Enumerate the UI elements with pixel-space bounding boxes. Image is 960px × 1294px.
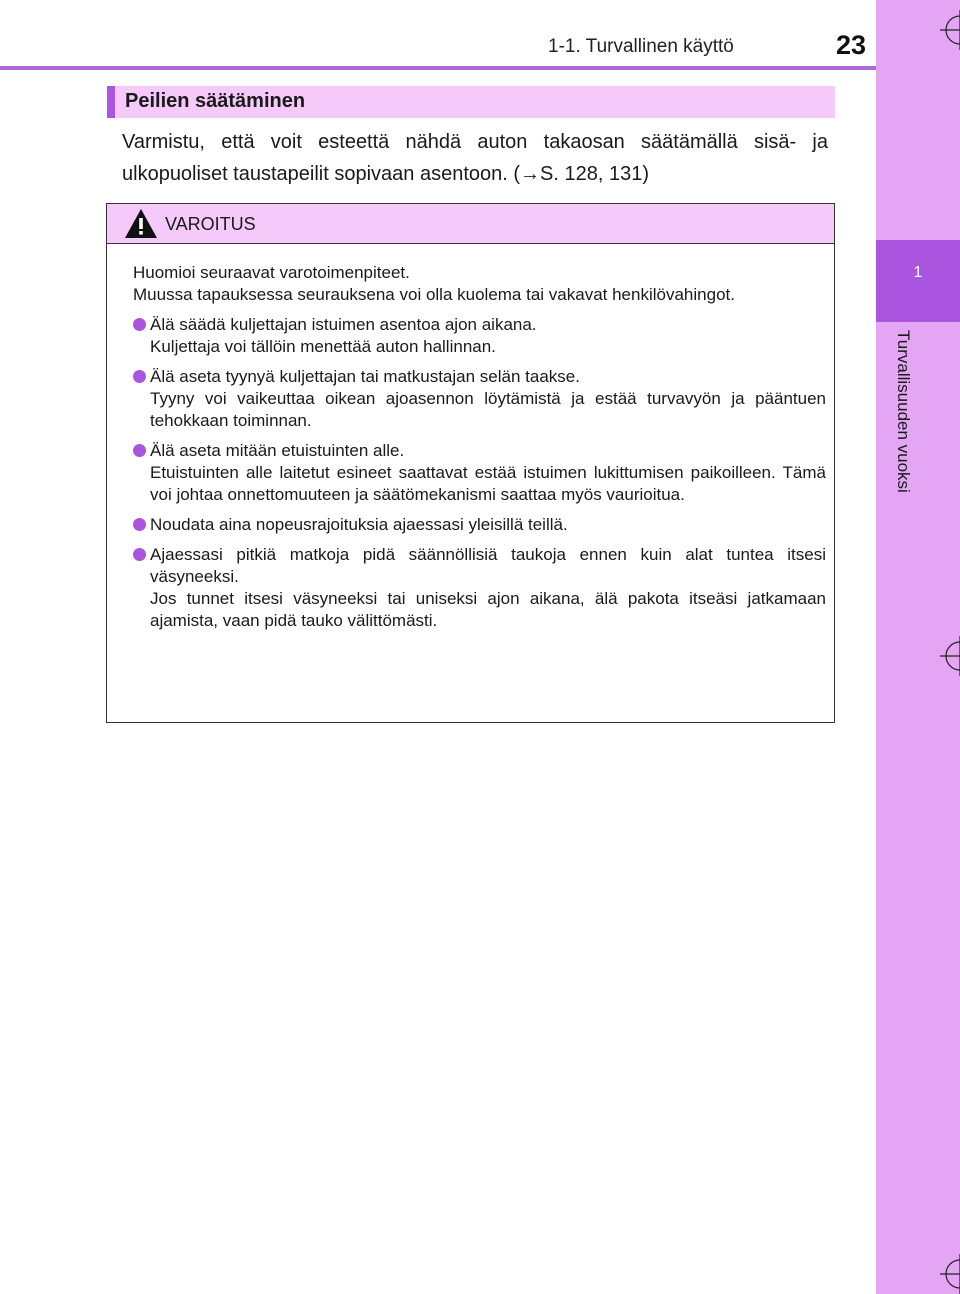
section-heading: Peilien säätäminen — [125, 90, 306, 112]
warning-body — [133, 262, 826, 632]
warning-triangle-icon — [124, 208, 158, 240]
bullet-line: Etuistuinten alle laitetut esineet saattavat estää istuimen lukittumisen paikoilleen. Tämä voi johtaa onnettomuuteen ja säätömekanismi saattaa myös vaurioitua. — [150, 463, 826, 504]
registration-mark-icon — [936, 10, 960, 50]
bullet-dot-icon — [133, 548, 146, 561]
chapter-number: 1 — [913, 264, 923, 281]
warning-intro-line: Muussa tapauksessa seurauksena voi olla kuolema tai vakavat henkilövahingot. — [133, 285, 735, 304]
bullet-line: Älä aseta mitään etuistuinten alle. — [150, 441, 405, 460]
bullet-line: Noudata aina nopeusrajoituksia ajaessasi yleisillä teillä. — [150, 515, 568, 534]
chapter-box — [876, 240, 960, 322]
warning-bullet — [133, 366, 826, 432]
warning-label: VAROITUS — [165, 214, 256, 234]
warning-box — [106, 203, 835, 723]
bullet-line: Ajaessasi pitkiä matkoja pidä säännöllisiä taukoja ennen kuin alat tuntea itsesi väsyneeksi. — [150, 545, 826, 586]
bullet-dot-icon — [133, 518, 146, 531]
bullet-line: Älä aseta tyynyä kuljettajan tai matkustajan selän taakse. — [150, 367, 580, 386]
header-rule — [0, 66, 876, 70]
bullet-line: Jos tunnet itsesi väsyneeksi tai uniseksi ajon aikana, älä pakota itseäsi jatkamaan ajamista, vaan pidä tauko välittömästi. — [150, 589, 826, 630]
warning-bullet — [133, 314, 826, 358]
registration-mark-icon — [936, 1254, 960, 1294]
warning-intro — [133, 262, 826, 306]
section-heading-bar — [107, 86, 835, 118]
warning-header — [107, 204, 834, 244]
warning-bullet — [133, 514, 826, 536]
warning-bullet — [133, 440, 826, 506]
bullet-line: Tyyny voi vaikeuttaa oikean ajoasennon löytämistä ja estää turvavyön ja pääntuen tehokkaan toiminnan. — [150, 389, 826, 430]
warning-intro-line: Huomioi seuraavat varotoimenpiteet. — [133, 263, 410, 282]
bullet-dot-icon — [133, 444, 146, 457]
bullet-dot-icon — [133, 318, 146, 331]
chapter-title: Turvallisuuden vuoksi — [894, 330, 913, 493]
bullet-dot-icon — [133, 370, 146, 383]
warning-bullet — [133, 544, 826, 632]
registration-mark-icon — [936, 636, 960, 676]
section-path: 1-1. Turvallinen käyttö — [548, 36, 734, 57]
intro-paragraph: Varmistu, että voit esteettä nähdä auton takaosan säätämällä sisä- ja ulkopuoliset taustapeilit sopivaan asentoon. (→S. 128, 131) — [122, 131, 828, 185]
bullet-line: Älä säädä kuljettajan istuimen asentoa ajon aikana. — [150, 315, 537, 334]
page-number: 23 — [835, 30, 866, 60]
bullet-line: Kuljettaja voi tällöin menettää auton hallinnan. — [150, 337, 496, 356]
